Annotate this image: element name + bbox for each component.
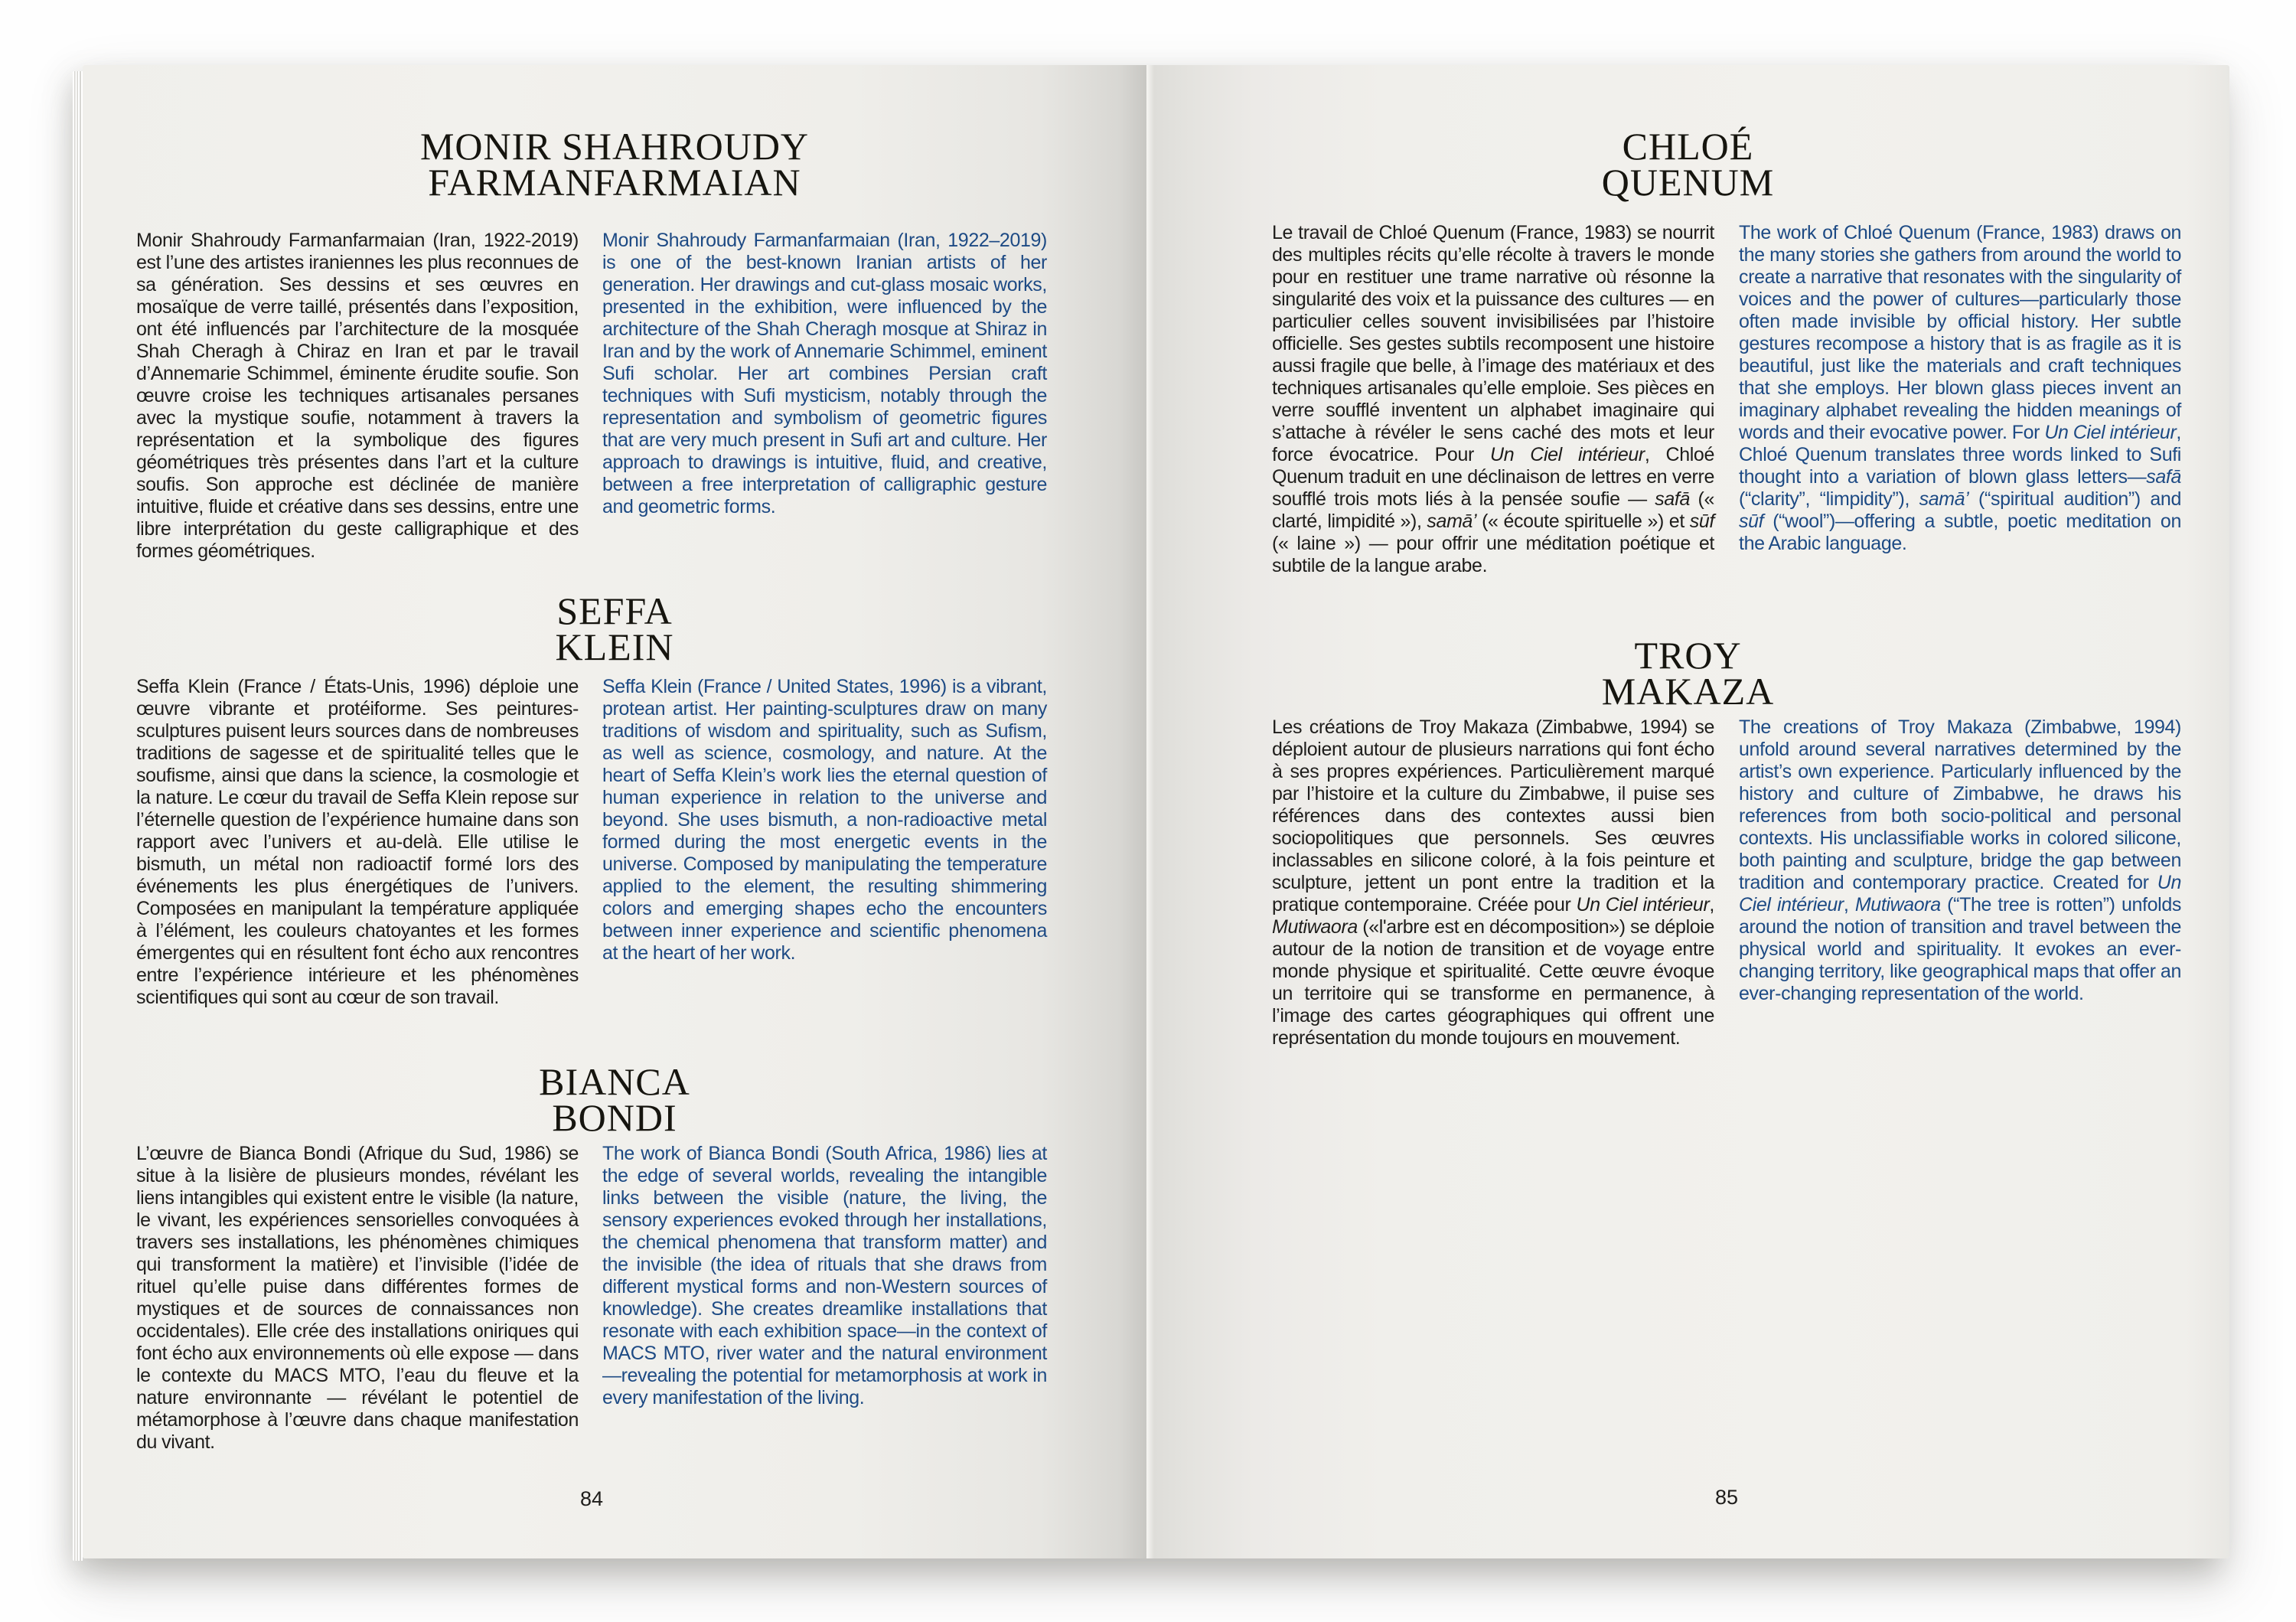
artist-heading-line: MAKAZA (1601, 670, 1775, 713)
page-84 (83, 65, 1146, 1558)
bio-french-seffa: Seffa Klein (France / États-Unis, 1996) déploie une œuvre vibrante et protéiforme. Ses peintures-sculptures puisent leurs sources dans de nombreuses traditions de sagesse et de spiritualité telles que le soufisme, ainsi que dans la science, la cosmologie et la nature. Le cœur du travail de Seffa Klein repose sur l’éternelle question de l’expérience humaine dans son rapport avec l’univers et au-delà. Elle utilise le bismuth, un métal non radioactif formé lors des événements les plus énergétiques de l’univers. Composées en manipulant la température appliquée à l’élément, les couleurs chatoyantes et les formes émergentes qui en résultent font écho aux rencontres entre l’expérience intérieure et les phénomènes scientifiques qui sont au cœur de son travail. (136, 676, 579, 1008)
bio-english-chloe: The work of Chloé Quenum (France, 1983) draws on the many stories she gathers from around the world to create a narrative that resonates with the singularity of voices and the power of cultures—particularly those often made invisible by official history. Her subtle gestures recompose a history that is as fragile as it is beautiful, just like the materials and craft techniques that she employs. Her blown glass pieces invent an imaginary alphabet revealing the hidden meanings of words and their evocative power. For Un Ciel intérieur, Chloé Quenum translates three words linked to Sufi thought into a variation of blown glass letters—safā (“clarity”, “limpidity”), samā’ (“spiritual audition”) and sūf (“wool”)—offering a subtle, poetic meditation on the Arabic language. (1739, 222, 2181, 554)
artist-heading-line: BIANCA (539, 1060, 690, 1103)
artist-heading-line: SEFFA (556, 589, 673, 632)
artist-heading-bianca (83, 1060, 1146, 1139)
artist-heading-line: CHLOÉ (1622, 125, 1754, 168)
artist-heading-line: MONIR SHAHROUDY (419, 125, 810, 168)
artist-heading-troy (1146, 634, 2229, 713)
artist-heading-line: FARMANFARMAIAN (428, 161, 801, 204)
artist-heading-monir (83, 125, 1146, 204)
page-number: 85 (1714, 1486, 1739, 1509)
bio-french-monir: Monir Shahroudy Farmanfarmaian (Iran, 1922-2019) est l’une des artistes iraniennes les plus reconnues de sa génération. Ses dessins et ses œuvres en mosaïque de verre taillé, présentés dans l’exposition, ont été influencés par l’architecture de la mosquée Shah Cheragh à Chiraz en Iran et par le travail d’Annemarie Schimmel, éminente érudite soufie. Son œuvre croise les techniques artisanales persanes avec la mystique soufie, notamment à travers la représentation et la symbolique des figures géométriques très présentes dans l’art et la culture soufis. Son approche est déclinée de manière intuitive, fluide et créative dans ses dessins, entre une libre interprétation du geste calligraphique et des formes géométriques. (136, 230, 579, 562)
artist-heading-line: KLEIN (555, 625, 674, 668)
artist-heading-chloe (1146, 125, 2229, 204)
bio-french-bianca: L’œuvre de Bianca Bondi (Afrique du Sud, 1986) se situe à la lisière de plusieurs mondes, révélant les liens intangibles qui existent entre le visible (la nature, le vivant, les expériences sensorielles convoquées à travers ses installations, les phénomènes chimiques qui transforment la matière) et l’invisible (l’idée de rituel qu’elle puise dans différentes formes de mystiques et de sources de connaissances non occidentales). Elle crée des installations oniriques qui font écho aux environnements où elle expose — dans le contexte du MACS MTO, l’eau du fleuve et la nature environnante — révélant le potentiel de métamorphose à l’œuvre dans chaque manifestation du vivant. (136, 1143, 579, 1453)
bio-english-monir: Monir Shahroudy Farmanfarmaian (Iran, 1922–2019) is one of the best-known Iranian artists of her generation. Her drawings and cut-glass mosaic works, presented in the exhibition, were influenced by the architecture of the Shah Cheragh mosque at Shiraz in Iran and by the work of Annemarie Schimmel, eminent Sufi scholar. Her art combines Persian craft techniques with Sufi mysticism, notably through the representation and symbolism of geometric figures that are very much present in Sufi art and culture. Her approach to drawings is intuitive, fluid, and creative, between a free interpretation of calligraphic gesture and geometric forms. (602, 230, 1047, 517)
artist-heading-line: BONDI (552, 1096, 677, 1139)
bio-french-chloe: Le travail de Chloé Quenum (France, 1983) se nourrit des multiples récits qu’elle récolte à travers le monde pour en restituer une trame narrative où résonne la singularité des voix et la puissance des cultures — en particulier celles souvent invisibilisées par l’histoire officielle. Ses gestes subtils recomposent une histoire aussi fragile que belle, à l’image des matériaux et des techniques artisanales qu’elle emploie. Ses pièces en verre soufflé inventent un alphabet imaginaire qui s’attache à révéler le sens caché des mots et leur force évocatrice. Pour Un Ciel intérieur, Chloé Quenum traduit en une déclinaison de lettres en verre soufflé trois mots liés à la pensée soufie — safā (« clarté, limpidité »), samā’ (« écoute spirituelle ») et sūf (« laine ») — pour offrir une méditation poétique et subtile de la langue arabe. (1272, 222, 1714, 576)
bio-french-troy: Les créations de Troy Makaza (Zimbabwe, 1994) se déploient autour de plusieurs narrations qui font écho à ses propres expériences. Particulièrement marqué par l’histoire et la culture du Zimbabwe, il puise ses références dans des contextes aussi bien sociopolitiques que personnels. Ses œuvres inclassables en silicone coloré, à la fois peinture et sculpture, jettent un pont entre la tradition et la pratique contemporaine. Créée pour Un Ciel intérieur, Mutiwaora («l'arbre est en décomposition») se déploie autour de la notion de transition et de voyage entre monde physique et spiritualité. Cette œuvre évoque un territoire qui se transforme en permanence, à l’image des cartes géographiques qui offrent une représentation du monde toujours en mouvement. (1272, 716, 1714, 1049)
artist-heading-seffa (83, 589, 1146, 668)
page-stack-edges (73, 71, 83, 1561)
page-number: 84 (579, 1487, 604, 1510)
artist-heading-line: TROY (1634, 634, 1742, 677)
bio-english-bianca: The work of Bianca Bondi (South Africa, 1986) lies at the edge of several worlds, revealing the intangible links between the visible (nature, the living, the sensory experiences evoked through her installations, the chemical phenomena that transform matter) and the invisible (the idea of rituals that she draws from different mystical forms and non-Western sources of knowledge). She creates dreamlike installations that resonate with each exhibition space—in the context of MACS MTO, river water and the natural environment—revealing the potential for metamorphosis at work in every manifestation of the living. (602, 1143, 1047, 1408)
bio-english-troy: The creations of Troy Makaza (Zimbabwe, 1994) unfold around several narratives determined by the artist’s own experience. Particularly influenced by the history and culture of Zimbabwe, he draws his references from both socio-political and personal contexts. His unclassifiable works in colored silicone, both painting and sculpture, bridge the gap between tradition and contemporary practice. Created for Un Ciel intérieur, Mutiwaora (“The tree is rotten”) unfolds around the notion of transition and travel between the physical world and spirituality. It evokes an ever-changing territory, like geographical maps that offer an ever-changing representation of the world. (1739, 716, 2181, 1004)
page-85 (1146, 65, 2229, 1558)
artist-heading-line: QUENUM (1601, 161, 1775, 204)
book-spread (83, 65, 2229, 1558)
bio-english-seffa: Seffa Klein (France / United States, 1996) is a vibrant, protean artist. Her painting-sculptures draw on many traditions of wisdom and spirituality, such as Sufism, as well as science, cosmology, and nature. At the heart of Seffa Klein’s work lies the eternal question of human experience in relation to the universe and beyond. She uses bismuth, a non-radioactive metal formed during the most energetic events in the universe. Composed by manipulating the temperature applied to the element, the resulting shimmering colors and emerging shapes echo the encounters between inner experience and scientific phenomena at the heart of her work. (602, 676, 1047, 964)
